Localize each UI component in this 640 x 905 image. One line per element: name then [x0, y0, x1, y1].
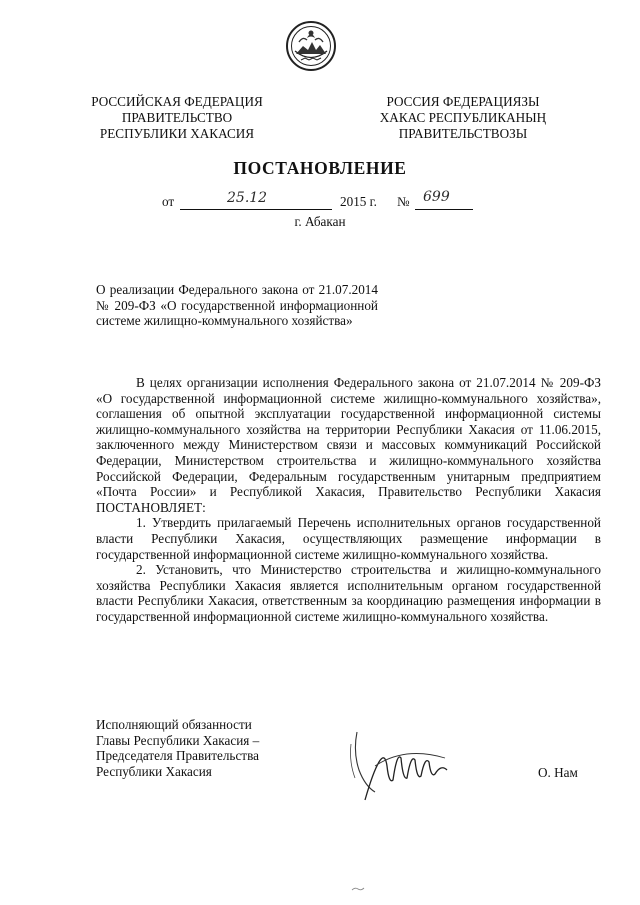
body-paragraph: 2. Установить, что Министерство строительства и жилищно-коммунального хозяйства Республики Хакасия является исполнительным органом государственной власти Республики Хакасия, ответственным за координацию размещения информации в государственной информационной системе жилищно-коммунального хозяйства. [96, 562, 601, 624]
header-left-line: РОССИЙСКАЯ ФЕДЕРАЦИЯ [91, 94, 263, 109]
coat-of-arms-emblem [285, 20, 337, 72]
header-left-line: РЕСПУБЛИКИ ХАКАСИЯ [99, 125, 255, 141]
signature-line: Республики Хакасия [96, 763, 212, 779]
header-right-line: ПРАВИТЕЛЬСТВОЗЫ [398, 125, 528, 141]
signature-line: Главы Республики Хакасия – [96, 732, 260, 748]
body-paragraph: 1. Утвердить прилагаемый Перечень исполнительных органов государственной власти Республики Хакасия, осуществляющих размещение информации в государственной информационной системе жилищно-коммунального хозяйства. [96, 515, 601, 562]
header-right-line: ХАКАС РЕСПУБЛИКАНЫҢ [379, 109, 547, 125]
date-year: 2015 г. [340, 194, 377, 209]
signature-block [96, 717, 259, 779]
date-prefix: от [162, 194, 175, 209]
handwritten-signature [345, 722, 465, 804]
footer-mark [351, 886, 365, 892]
document-title: ПОСТАНОВЛЕНИЕ [233, 158, 407, 178]
signature-line: Председателя Правительства [96, 748, 259, 764]
header-left-line: ПРАВИТЕЛЬСТВО [121, 109, 233, 125]
header-left [84, 94, 270, 141]
number-underline [415, 209, 473, 210]
number-handwritten: 699 [423, 189, 450, 205]
header-right [370, 94, 556, 141]
number-sign: № [397, 194, 410, 209]
city-label: г. Абакан [294, 214, 346, 229]
date-handwritten: 25.12 [227, 190, 268, 206]
header-right-line: РОССИЯ ФЕДЕРАЦИЯЗЫ [386, 94, 540, 109]
document-body [96, 375, 601, 625]
body-paragraph: В целях организации исполнения Федерального закона от 21.07.2014 № 209-ФЗ «О государственной информационной системе жилищно-коммунального хозяйства», соглашения об опытной эксплуатации государственной информационной системы жилищно-коммунального хозяйства на территории Республики Хакасия от 11.06.2015, заключенного между Министерством связи и массовых коммуникаций Российской Федерации, Министерством строительства и жилищно-коммунального хозяйства Российской Федерации, Федеральным государственным унитарным предприятием «Почта России» и Республикой Хакасия, Правительство Республики Хакасия ПОСТАНОВЛЯЕТ: [96, 375, 601, 515]
signature-line: Исполняющий обязанности [96, 717, 252, 732]
document-subject: О реализации Федерального закона от 21.07.2014 № 209-ФЗ «О государственной информационной системе жилищно-коммунального хозяйства» [96, 282, 378, 328]
signer-name: О. Нам [538, 765, 578, 780]
date-underline [180, 209, 332, 210]
